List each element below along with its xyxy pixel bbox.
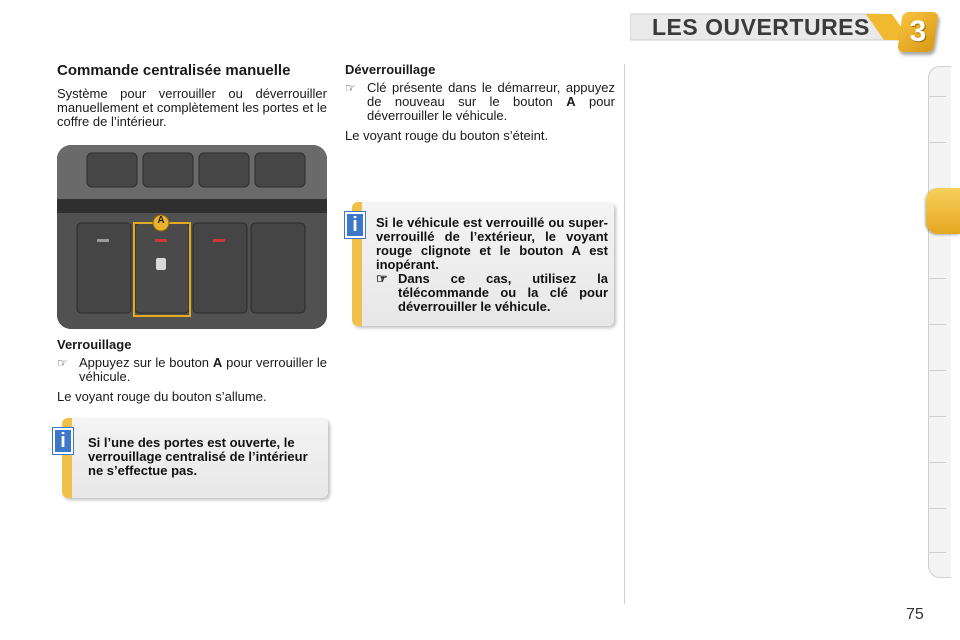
- lock-note: Le voyant rouge du bouton s’allume.: [57, 389, 267, 404]
- button-a-label: A: [157, 215, 165, 226]
- info-box-line: Si le véhicule est verrouillé ou super-verrouillé de l’extérieur, le voyant rouge clignote et le bouton: [376, 215, 608, 258]
- right-column: [345, 63, 615, 143]
- page-number: 75: [906, 606, 924, 623]
- console-illustration: [57, 145, 327, 329]
- info-box-locked-outside: [352, 202, 614, 326]
- hand-pointer-icon: ☞: [376, 271, 388, 286]
- info-box-bullet-text: Dans ce cas, utilisez la télécommande ou la clé pour déverrouiller le véhicule.: [398, 271, 608, 314]
- info-icon: i: [53, 428, 73, 454]
- info-box-text: Si l’une des portes est ouverte, le verrouillage centralisé de l’intérieur ne s’effectue pas.: [88, 435, 308, 478]
- tab-divider: [928, 416, 946, 417]
- unlock-instruction-text: Clé présente dans le démarreur, appuyez de nouveau sur le bouton: [367, 80, 615, 109]
- lock-instruction-end: pour verrouiller le véhicule.: [79, 355, 327, 384]
- tab-divider: [928, 324, 946, 325]
- button-key: A: [566, 94, 576, 109]
- info-box-open-door: [62, 418, 328, 498]
- intro-paragraph: Système pour verrouiller ou déverrouiller manuellement et complètement les portes et le coffre de l’intérieur.: [57, 86, 327, 129]
- info-box-line-end: est inopérant.: [376, 243, 608, 272]
- console-photo: [57, 145, 327, 329]
- left-column: [57, 63, 327, 129]
- hand-pointer-icon: ☞: [57, 356, 68, 370]
- button-key: A: [212, 355, 223, 370]
- tab-divider: [928, 552, 946, 553]
- unlock-instruction-end: pour déverrouiller le véhicule.: [367, 94, 615, 123]
- chapter-number: 3: [909, 15, 927, 48]
- info-box-bullet: [376, 272, 608, 314]
- button-key: A: [571, 243, 581, 258]
- hand-pointer-icon: ☞: [345, 81, 356, 95]
- tab-divider: [928, 462, 946, 463]
- unlock-note: Le voyant rouge du bouton s’éteint.: [345, 128, 549, 143]
- active-chapter-tab[interactable]: [926, 188, 960, 234]
- section-title: Commande centralisée manuelle: [57, 62, 291, 79]
- tab-divider: [928, 142, 946, 143]
- lock-instruction: [57, 356, 327, 384]
- tab-divider: [928, 370, 946, 371]
- info-icon: i: [345, 212, 365, 238]
- tab-divider: [928, 96, 946, 97]
- chapter-title: LES OUVERTURES: [652, 14, 870, 40]
- unlock-instruction: [345, 81, 615, 123]
- lock-heading: Verrouillage: [57, 337, 132, 352]
- lock-section: [57, 338, 327, 404]
- unlock-heading: Déverrouillage: [345, 62, 436, 77]
- tab-divider: [928, 278, 946, 279]
- chapter-badge: [897, 12, 939, 52]
- info-box-text: [376, 216, 608, 272]
- column-divider: [624, 64, 625, 604]
- tab-divider: [928, 508, 946, 509]
- lock-instruction-text: Appuyez sur le bouton: [79, 355, 210, 370]
